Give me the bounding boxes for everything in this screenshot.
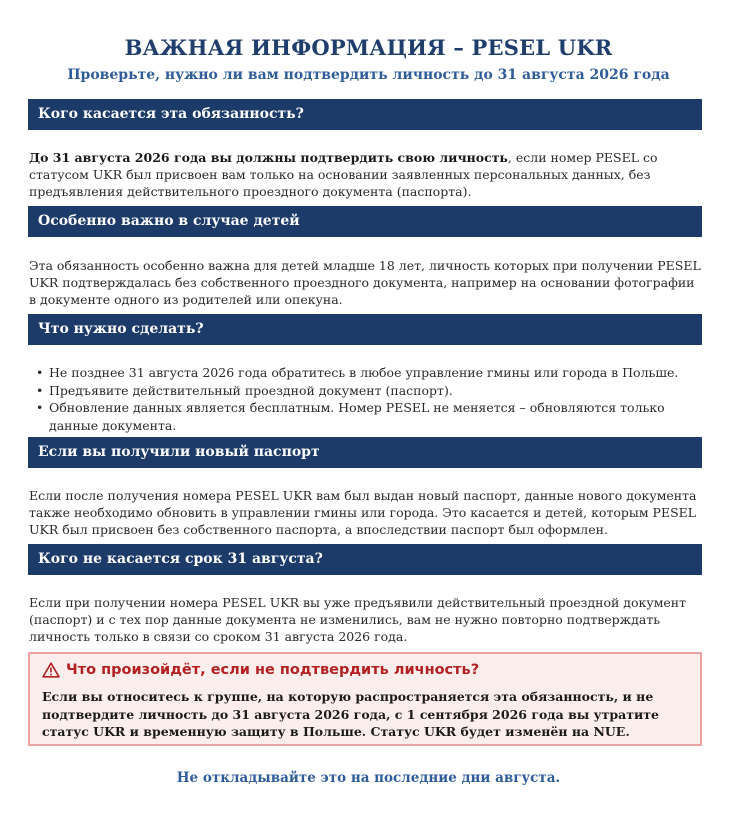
bullet-dot: •	[36, 365, 44, 380]
section-heading-who: Кого касается эта обязанность?	[28, 99, 702, 130]
bullet-dot: •	[36, 382, 44, 398]
list-item-text: Предъявите действительный проездной документ (паспорт).	[49, 382, 453, 398]
section-text-children: Эта обязанность особенно важна для детей младше 18 лет, личность которых при получении PESEL UKR подтверждалась без собственного проездного документа, например на основании фотографии в документе одного из родителей или опекуна.	[29, 258, 701, 307]
bullet-dot: •	[36, 400, 44, 415]
section-text-who-rest: , если номер PESEL со статусом UKR был присвоен вам только на основании заявленных персональных данных, без предъявления действительного проездного документа (паспорта).	[29, 150, 658, 199]
section-heading-not-concerned: Кого не касается срок 31 августа?	[28, 544, 702, 575]
section-text-new-passport: Если после получения номера PESEL UKR вам был выдан новый паспорт, данные нового документа также необходимо обновить в управлении гмины или города. Это касается и детей, которым PESEL UKR был присвоен без собственного паспорта, а впоследствии паспорт был оформлен.	[29, 488, 697, 537]
page-title: ВАЖНАЯ ИНФОРМАЦИЯ – PESEL UKR	[124, 35, 613, 60]
warning-text: Если вы относитесь к группе, на которую распространяется эта обязанность, и не подтвердите личность до 31 августа 2026 года, с 1 сентября 2026 года вы утратите статус UKR и временную защиту в Польше. Статус UKR будет изменён на NUE.	[42, 689, 659, 739]
list-item	[36, 364, 701, 382]
section-text-who	[29, 149, 703, 200]
page-subtitle: Проверьте, нужно ли вам подтвердить личность до 31 августа 2026 года	[67, 67, 670, 83]
section-heading-what-to-do: Что нужно сделать?	[28, 314, 702, 345]
list-item-text: Обновление данных является бесплатным. Номер PESEL не меняется – обновляются только данные документа.	[49, 400, 665, 433]
what-to-do-list	[36, 364, 701, 434]
section-heading-children: Особенно важно в случае детей	[28, 206, 702, 237]
warning-box	[28, 652, 702, 746]
list-item	[36, 399, 701, 434]
list-item-text: Не позднее 31 августа 2026 года обратитесь в любое управление гмины или города в Польше.	[49, 365, 679, 380]
section-text-who-bold: До 31 августа 2026 года вы должны подтвердить свою личность	[29, 150, 508, 165]
warning-heading-text: Что произойдёт, если не подтвердить личность?	[66, 662, 480, 678]
warning-heading	[42, 662, 479, 678]
footer-note: Не откладывайте это на последние дни августа.	[176, 770, 561, 786]
section-heading-new-passport: Если вы получили новый паспорт	[28, 437, 702, 468]
list-item	[36, 382, 701, 400]
warning-triangle-icon	[42, 662, 60, 678]
section-text-not-concerned: Если при получении номера PESEL UKR вы уже предъявили действительный проездной документ (паспорт) и с тех пор данные документа не изменились, вам не нужно повторно подтверждать личность только в связи со сроком 31 августа 2026 года.	[29, 595, 687, 644]
